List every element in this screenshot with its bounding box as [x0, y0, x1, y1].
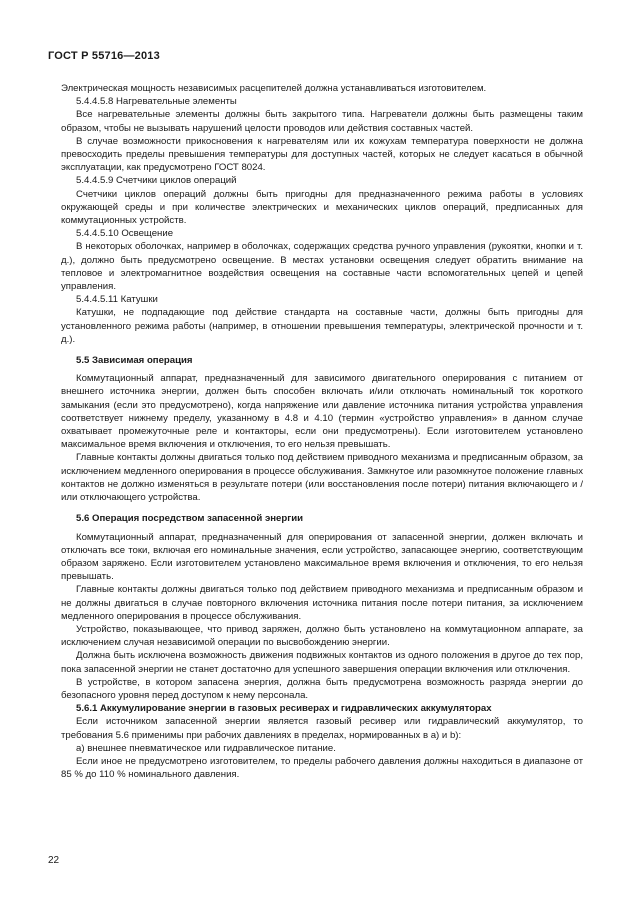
- subsection-title: 5.4.4.5.11 Катушки: [76, 294, 158, 306]
- paragraph: Коммутационный аппарат, предназначенный для оперирования от запасенной энергии, должен включать и отключать все токи, включая его номинальные значения, если устройство, запасающее энергию, соответствующим образом заряжено. Если изготовителем установлено максимальное время включения и отключения, то его нельзя превышать.: [61, 531, 583, 583]
- paragraph: Коммутационный аппарат, предназначенный для зависимого двигательного оперирования с питанием от внешнего источника энергии, должен быть способен включать и/или отключать номинальный ток короткого замыкания (если это предусмотрено), когда напряжение или давление источника питания устройства управления соответствует нижнему пределу, указанному в 4.8 и 4.10 (термин «устройство управления» в данном случае охватывает промежуточные реле и контакторы, если они предусмотрены). Если изготовителем установлено максимальное время включения и отключения, то его нельзя превышать.: [61, 373, 583, 451]
- paragraph: Электрическая мощность независимых расцепителей должна устанавливаться изготовителем.: [61, 83, 487, 94]
- subsection-title: 5.4.4.5.9 Счетчики циклов операций: [76, 175, 237, 187]
- paragraph: Должна быть исключена возможность движения подвижных контактов из одного положения в другое до тех пор, пока запасенной энергии не станет достаточно для успешного завершения операции включения или отключения.: [61, 650, 583, 675]
- paragraph: Счетчики циклов операций должны быть пригодны для предназначенного режима работы в условиях окружающей среды и при количестве электрических и механических циклов операций, предписанных для коммутационных устройств.: [61, 188, 583, 227]
- list-item: а) внешнее пневматическое или гидравлическое питание.: [76, 742, 336, 754]
- paragraph: Главные контакты должны двигаться только под действием приводного механизма и предписанным образом, за исключением медленного оперирования в процессе обслуживания. Замкнутое или разомкнутое положение главных контактов не должно изменяться в результате потери (или восстановления после потери) питания включающего и /или отключающего устройства.: [61, 452, 583, 504]
- paragraph: Все нагревательные элементы должны быть закрытого типа. Нагреватели должны быть размещены таким образом, чтобы не вызывать нарушений целости проводов или действия составных частей.: [61, 109, 583, 134]
- paragraph: Если источником запасенной энергии является газовый ресивер или гидравлический аккумулятор, то требования 5.6 применимы при рабочих давлениях в пределах, нормированных в а) и b):: [61, 716, 583, 741]
- subsection-title: 5.4.4.5.10 Освещение: [76, 228, 174, 240]
- paragraph: В случае возможности прикосновения к нагревателям или их кожухам температура поверхности не должна превосходить пределы превышения температуры для доступных частей, которых не следует касаться в обычной эксплуатации, как предусмотрено ГОСТ 8024.: [61, 135, 583, 174]
- paragraph: В устройстве, в котором запасена энергия, должна быть предусмотрена возможность разряда энергии до безопасного уровня перед доступом к нему персонала.: [61, 676, 583, 701]
- paragraph: Устройство, показывающее, что привод заряжен, должно быть установлено на коммутационном аппарате, за исключением случая независимой операции по высвобождению энергии.: [61, 623, 583, 649]
- page-number: 22: [48, 855, 60, 866]
- subsection-title: 5.4.4.5.8 Нагревательные элементы: [76, 96, 237, 108]
- subsection-heading: 5.6.1 Аккумулирование энергии в газовых ресиверах и гидравлических аккумуляторах: [76, 703, 492, 715]
- document-header: ГОСТ Р 55716—2013: [48, 50, 160, 62]
- document-body: [61, 82, 583, 781]
- paragraph: Катушки, не подпадающие под действие стандарта на составные части, должны быть пригодны для установленного режима работы (например, в отношении превышения температуры, электрической прочности и т. д.).: [61, 307, 583, 345]
- paragraph: Главные контакты должны двигаться только под действием приводного механизма и предписанным образом и не должны двигаться в случае повторного включения источника питания после потери питания, за исключением медленного оперирования в процессе обслуживания.: [61, 584, 583, 622]
- section-heading: 5.5 Зависимая операция: [76, 355, 193, 367]
- paragraph: В некоторых оболочках, например в оболочках, содержащих средства ручного управления (рукоятки, кнопки и т. д.), должно быть предусмотрено освещение. В местах установки освещения следует обратить внимание на тепловое и электромагнитное воздействия освещения на составные части вспомогательных цепей и цепей управления.: [61, 241, 583, 293]
- section-heading: 5.6 Операция посредством запасенной энергии: [76, 513, 304, 525]
- paragraph: Если иное не предусмотрено изготовителем, то пределы рабочего давления должны находиться в диапазоне от 85 % до 110 % номинального давления.: [61, 755, 583, 781]
